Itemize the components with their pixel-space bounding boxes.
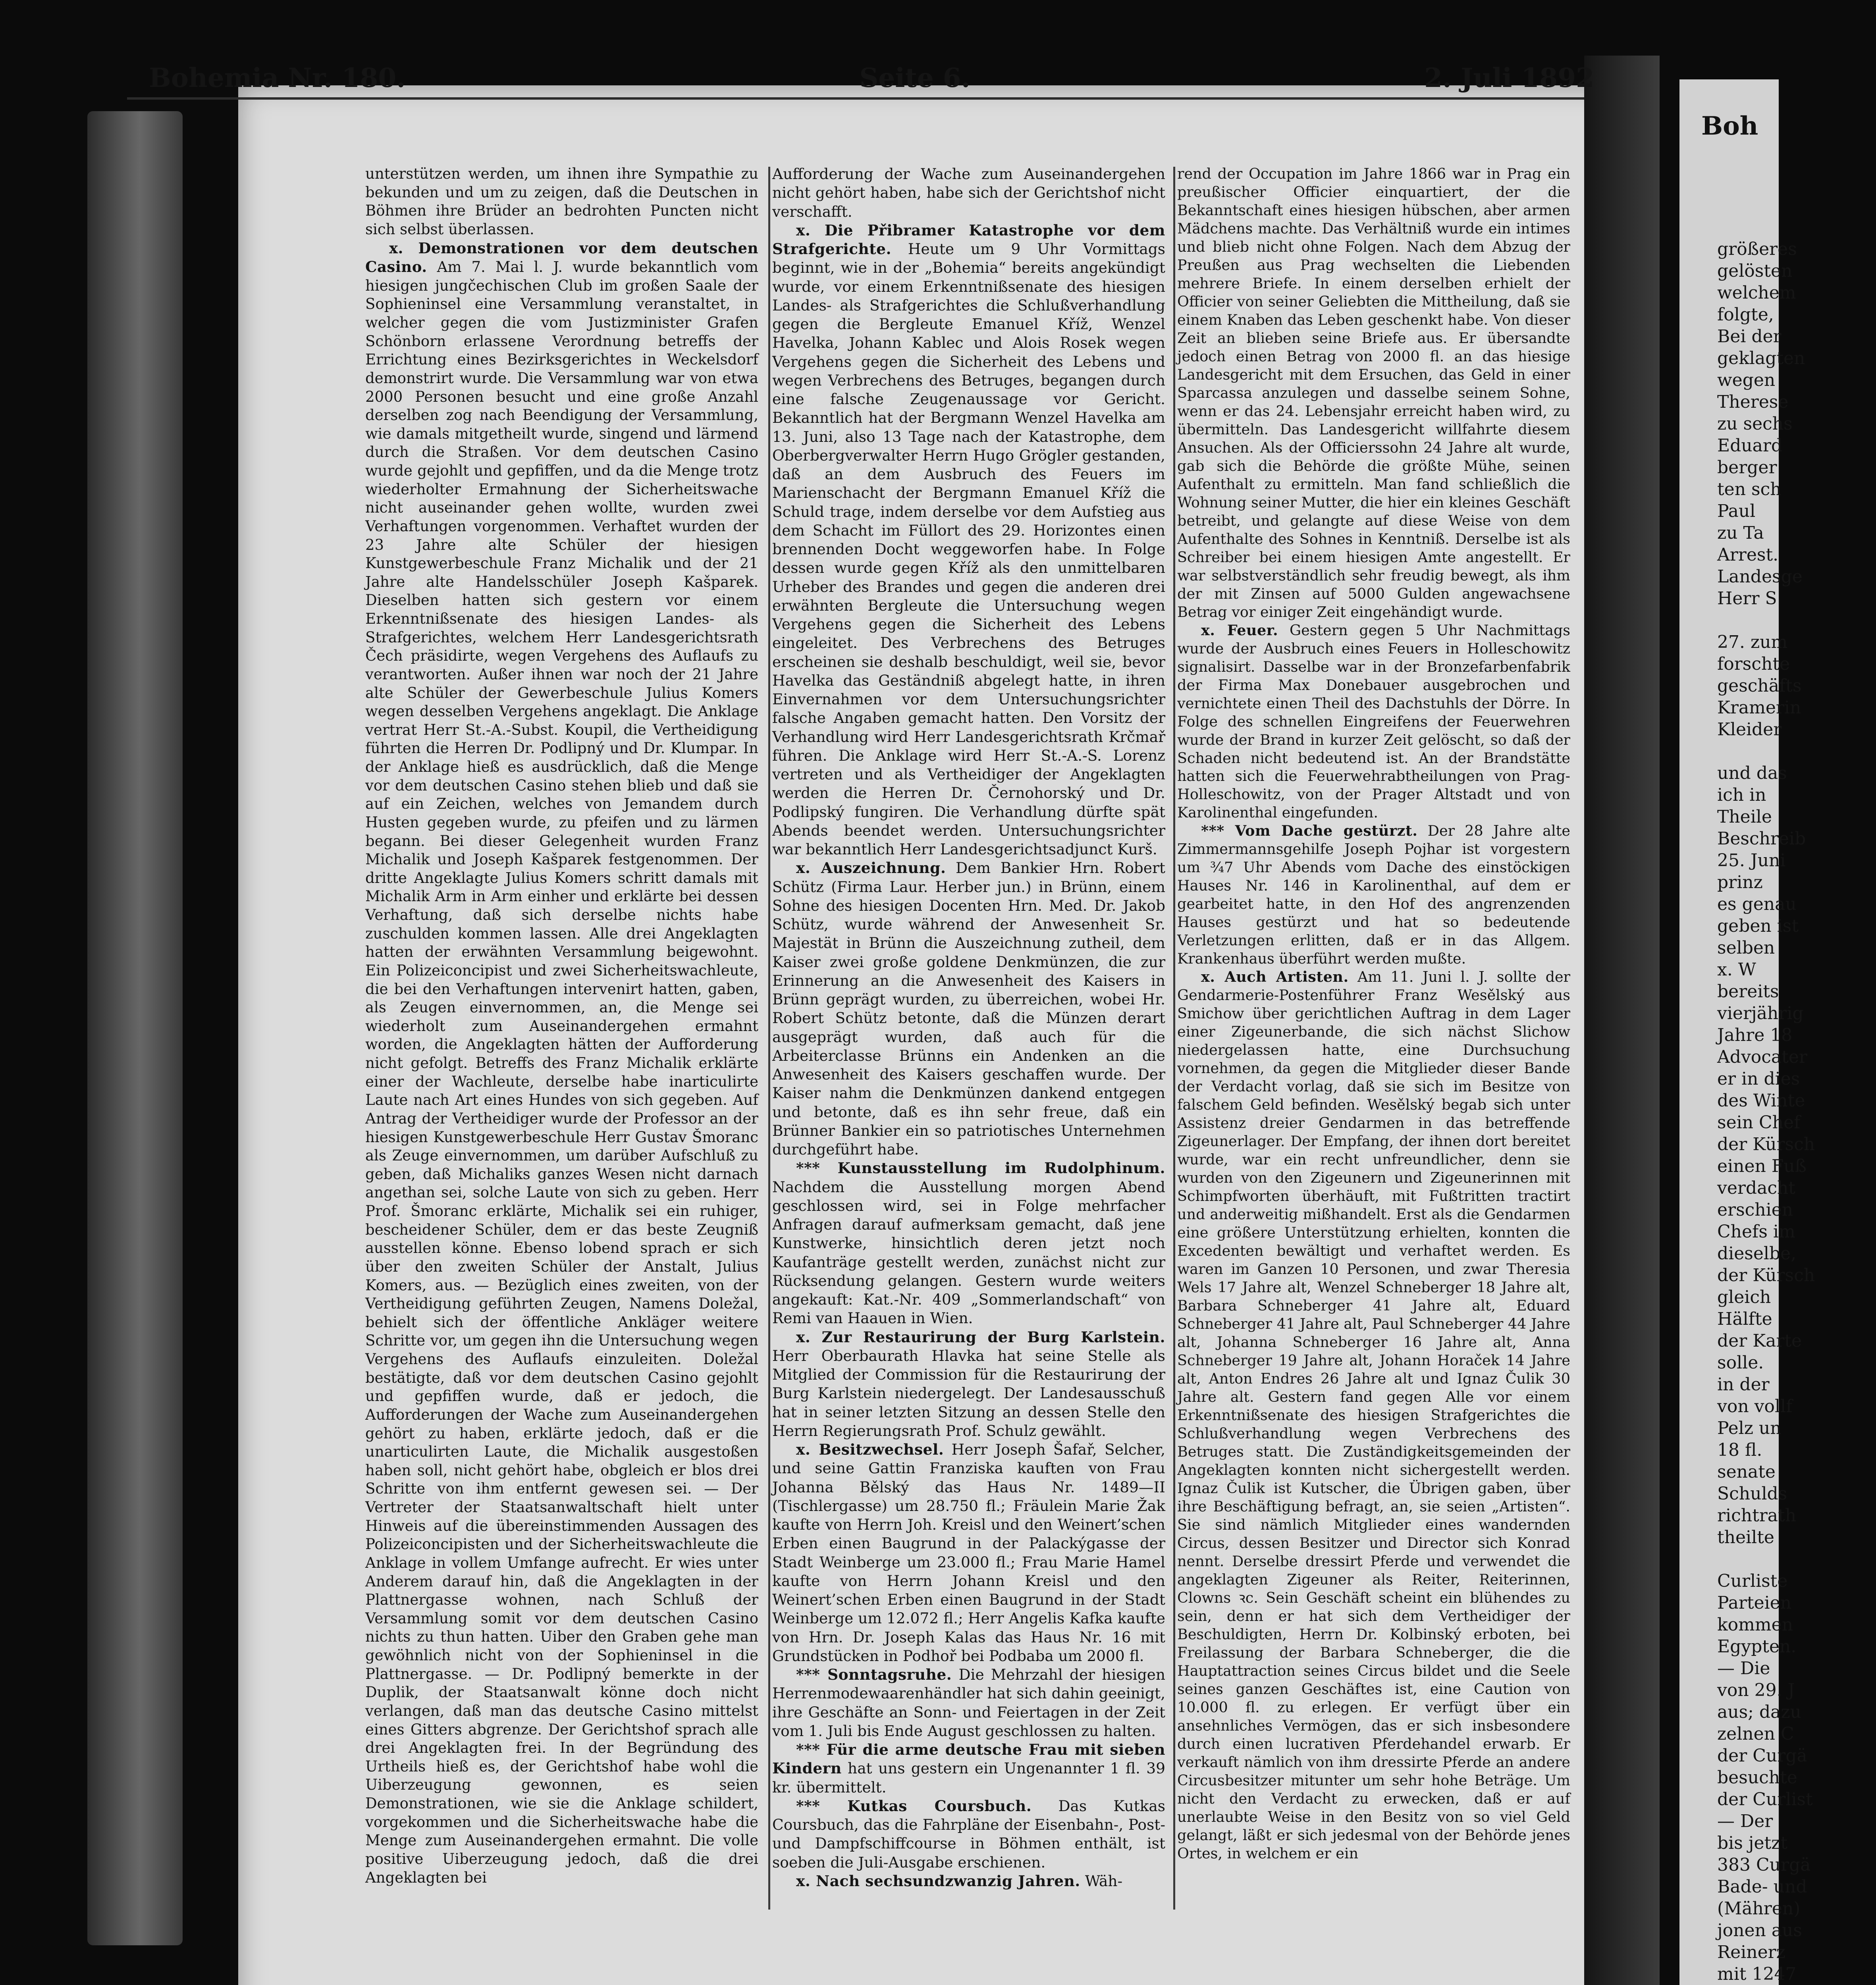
column-rule <box>768 167 770 1910</box>
article-body-text: unterstützen werden, um ihnen ihre Sympathie zu bekunden und um zu zeigen, daß die Deutschen in Böhmen ihre Brüder an bedrohten Puncten nicht sich selbst überlassen. <box>365 165 758 238</box>
header-rule <box>127 97 1584 100</box>
article-paragraph <box>772 221 1165 859</box>
article-heading: *** Kunstausstellung im Rudolphinum. <box>796 1159 1165 1177</box>
article-body-text: hat uns gestern ein Ungenannter 1 fl. 39 kr. übermittelt. <box>772 1760 1165 1796</box>
adjacent-page-header: Boh <box>1701 111 1758 141</box>
article-body-text: Am 7. Mai l. J. wurde bekanntlich vom hiesigen jungčechischen Club im großen Saale der Sophieninsel eine Versammlung veranstaltet, in welcher gegen die vom Justizminister Grafen Schönborn erlassene Verordnung betreffs der Errichtung eines Bezirksgerichtes in Weckelsdorf demonstrirt wurde. Die Versammlung war von etwa 2000 Personen besucht und eine große Anzahl derselben zog nach Beendigung der Versammlung, wie damals mitgetheilt wurde, singend und lärmend durch die Straßen. Vor dem deutschen Casino wurde gejohlt und gepfiffen, und da die Menge trotz wiederholter Ermahnung der Sicherheitswache nicht auseinander gehen wollte, wurden zwei Verhaftungen vorgenommen. Verhaftet wurden der 23 Jahre alte Schüler der hiesigen Kunstgewerbeschule Franz Michalik und der 21 Jahre alte Handelsschüler Joseph Kašparek. Dieselben hatten sich gestern vor einem Erkenntnißsenate des hiesigen Landes- als Strafgerichtes, welchem Herr Landesgerichtsrath Čech präsidirte, wegen Vergehens des Auflaufs zu verantworten. Außer ihnen war noch der 21 Jahre alte Schüler der Gewerbeschule Julius Komers wegen desselben Vergehens angeklagt. Die Anklage vertrat Herr St.-A.-Subst. Koupil, die Vertheidigung führten die Herren Dr. Podlipný und Dr. Klumpar. In der Anklage hieß es ausdrücklich, daß die Menge vor dem deutschen Casino stehen blieb und daß sie auf ein Zeichen, welches von Jemandem durch Husten gegeben wurde, zu pfeifen und zu lärmen begann. Bei dieser Gelegenheit wurden Franz Michalik und Joseph Kašparek festgenommen. Der dritte Angeklagte Julius Komers schritt damals mit Michalik Arm in Arm einher und erklärte bei dessen Verhaftung, daß sich derselbe nichts habe zuschulden kommen lassen. Alle drei Angeklagten hatten der erwähnten Versammlung beigewohnt. Ein Polizeiconcipist und zwei Sicherheitswachleute, die bei den Verhaftungen intervenirt hatten, gaben, als Zeugen einvernommen, an, die Menge sei wiederholt zum Auseinandergehen ermahnt worden, die Angeklagten hätten der Aufforderung nicht gefolgt. Betreffs des Franz Michalik erklärte einer der Wachleute, derselbe habe inarticulirte Laute nach Art eines Hundes von sich gegeben. Auf Antrag der Vertheidiger wurde der Professor an der hiesigen Kunstgewerbeschule Herr Gustav Šmoranc als Zeuge einvernommen, um darüber Aufschluß zu geben, daß Michaliks ganzes Wesen nicht darnach angethan sei, solche Laute von sich zu geben. Herr Prof. Šmoranc erklärte, Michalik sei ein ruhiger, bescheidener Schüler, dem er das beste Zeugniß ausstellen könne. Ebenso lobend sprach er sich über den zweiten Schüler der Anstalt, Julius Komers, aus. — Bezüglich eines zweiten, von der Vertheidigung geführten Zeugen, Namens Doležal, behielt sich der öffentliche Ankläger weitere Schritte vor, um gegen ihn die Untersuchung wegen Vergehens des Auflaufs einzuleiten. Doležal bestätigte, daß vor dem deutschen Casino gejohlt und gepfiffen wurde, daß er jedoch, die Aufforderungen der Wache zum Auseinandergehen gehört zu haben, erklärte jedoch, daß er die unarticulirten Laute, die Michalik ausgestoßen haben soll, nicht gehört habe, obgleich er blos drei Schritte von ihm entfernt gewesen sei. — Der Vertreter der Staatsanwaltschaft hielt unter Hinweis auf die übereinstimmenden Aussagen des Polizeiconcipisten und der Sicherheitswachleute die Anklage in vollem Umfange aufrecht. Er wies unter Anderem darauf hin, daß die Angeklagten in der Plattnergasse wohnen, nach Schluß der Versammlung somit vor dem deutschen Casino nichts zu thun hatten. Uiber den Graben gehe man gewöhnlich nicht von der Sophieninsel in die Plattnergasse. — Dr. Podlipný bemerkte in der Duplik, der Staatsanwalt könne doch nicht verlangen, daß man das deutsche Casino mittelst eines Gitters abgrenze. Der Gerichtshof sprach alle drei Angeklagten frei. In der Begründung des Urtheils hieß es, der Gerichtshof habe wohl die Uiberzeugung gewonnen, es seien Demonstrationen, wie sie die Anklage schildert, vorgekommen und die Sicherheitswache habe die Menge zum Auseinandergehen ermahnt. Die volle positive Uiberzeugung jedoch, daß die drei Angeklagten bei <box>365 258 758 1886</box>
article-paragraph <box>772 1440 1165 1665</box>
column-rule <box>1173 167 1175 1910</box>
adjacent-page-text: größeres gelösten welchem folgte, Bei der geklagten wegen Therese zu sechs Eduard berger ten sch Paul zu Ta Arrest. Landesge Herr S 27. zum forschte geschäfts Kramerin Kleider und das ich in Theile Beschreib 25. Juni prinz es genau geben ist selben x. W bereits vierjährig Jahre 18 Advocater er in dies des Winte sein Chef der Kürsch einen Fuß verdacht erschien Chefs im dieselbe, der Kürsch gleich Hälfte der Karte solle. in der von vollf Pelz un 18 fl. senate Schulds richtrath theilte Curliste Parteien kommen Egypten. — Die von 29. J aus; dazu zelnen C der Curgä besuchte der Curlist — Der bis jetzt 383 Curgä Bade- und (Mähren) jonen aus Reinerz mit 1247 <box>1717 239 1815 1984</box>
scan-background-left <box>87 111 183 1945</box>
text-column-1 <box>365 165 758 1908</box>
article-paragraph <box>772 859 1165 1159</box>
article-heading: x. Die Přibramer Katastrophe vor dem Strafgerichte. <box>772 221 1165 258</box>
article-body-text: Am 11. Juni l. J. sollte der Gendarmerie-Postenführer Franz Wesělský aus Smichow über gerichtlichen Auftrag in dem Lager einer Zigeunerbande, die sich nächst Slichow niedergelassen hatte, eine Durchsuchung vornehmen, da gegen die Mitglieder dieser Bande der Verdacht vorlag, daß sie sich im Besitze von falschem Geld befinden. Wesělský begab sich unter Assistenz dreier Gendarmen in das betreffende Zigeunerlager. Der Empfang, der ihnen dort bereitet wurde, war ein recht unfreundlicher, denn sie wurden von den Zigeunern und Zigeunerinnen mit Schimpfworten überhäuft, mit Fußtritten tractirt und anderweitig mißhandelt. Erst als die Gendarmen eine größere Unterstützung erhielten, konnten die Excedenten bewältigt und verhaftet werden. Es waren im Ganzen 10 Personen, und zwar Theresia Wels 17 Jahre alt, Wenzel Schneberger 18 Jahre alt, Barbara Schneberger 41 Jahre alt, Eduard Schneberger 41 Jahre alt, Paul Schneberger 44 Jahre alt, Johanna Schneberger 16 Jahre alt, Anna Schneberger 19 Jahre alt, Johann Horaček 14 Jahre alt, Anton Endres 26 Jahre alt und Ignaz Čulik 30 Jahre alt. Gestern fand gegen Alle vor einem Erkenntnißsenate des hiesigen Strafgerichtes die Schlußverhandlung wegen Verbrechens des Betruges statt. Die Zuständigkeitsgemeinden der Angeklagten konnten nicht sichergestellt werden. Ignaz Čulik ist Kutscher, die Übrigen gaben, über ihre Beschäftigung befragt, an, sie seien „Artisten“. Sie sind nämlich Mitglieder eines wandernden Circus, dessen Besitzer und Director sich Konrad nennt. Derselbe dressirt Pferde und verwendet die angeklagten Zigeuner als Reiter, Reiterinnen, Clowns ꝛc. Sein Geschäft scheint ein blühendes zu sein, denn er hat sich dem Vertheidiger der Beschuldigten, Herrn Dr. Kolbinský erboten, bei Freilassung der Barbara Schneberger, die die Hauptattraction seines Circus bildet und die Seele seines ganzen Geschäftes ist, eine Caution von 10.000 fl. zu erlegen. Er verfügt über ein ansehnliches Vermögen, das er sich insbesondere durch einen lucrativen Pferdehandel erwarb. Er verkauft nämlich von ihm dressirte Pferde an andere Circusbesitzer mitunter um sehr hohe Beträge. Um nicht den Verdacht zu erwecken, daß er auf unerlaubte Weise in den Besitz von so viel Geld gelangt, läßt er sich jedesmal von der Behörde jenes Ortes, in welchem er ein <box>1177 968 1571 1862</box>
article-body-text: Das Kutkas Coursbuch, das die Fahrpläne der Eisenbahn-, Post- und Dampfschiffcourse in Böhmen enthält, ist soeben die Juli-Ausgabe erschienen. <box>772 1797 1166 1871</box>
article-paragraph <box>772 1872 1165 1891</box>
header-date: 2. Juli 1892 <box>1424 62 1594 93</box>
article-heading: x. Besitzwechsel. <box>796 1441 944 1458</box>
article-paragraph <box>772 165 1165 221</box>
article-heading: x. Zur Restaurirung der Burg Karlstein. <box>796 1328 1165 1346</box>
article-heading: *** Vom Dache gestürzt. <box>1201 822 1418 840</box>
article-body-text: Dem Bankier Hrn. Robert Schütz (Firma Laur. Herber jun.) in Brünn, einem Sohne des hiesigen Docenten Hrn. Med. Dr. Jakob Schütz, wurde während der Anwesenheit Sr. Majestät in Brünn die Auszeichnung zutheil, dem Kaiser zwei große goldene Denkmünzen, die zur Erinnerung an die Anwesenheit des Kaisers in Brünn geprägt wurden, zu überreichen, wobei Hr. Robert Schütz betonte, daß die Münzen derart ausgeprägt wurden, daß auch für die Arbeiterclasse Brünns ein Andenken an die Anwesenheit des Kaisers geschaffen wurde. Der Kaiser nahm die Denkmünzen dankend entgegen und betonte, daß es ihn sehr freue, daß ein Brünner Bankier ein so patriotisches Unternehmen durchgeführt habe. <box>772 859 1165 1158</box>
article-paragraph <box>772 1740 1165 1797</box>
article-body-text: Der 28 Jahre alte Zimmermannsgehilfe Joseph Pojhar ist vorgestern um ¾7 Uhr Abends vom Dache des einstöckigen Hauses Nr. 146 in Karolinenthal, auf dem er gearbeitet hatte, in den Hof des angrenzenden Hauses gestürzt und hat so bedeutende Verletzungen erlitten, daß er in das Allgem. Krankenhaus überführt werden mußte. <box>1177 822 1570 967</box>
text-column-3 <box>1177 165 1570 1908</box>
article-heading: *** Kutkas Coursbuch. <box>796 1797 1032 1815</box>
article-paragraph <box>772 1797 1165 1872</box>
article-body-text: Wäh- <box>1080 1872 1123 1890</box>
article-paragraph <box>1177 968 1570 1862</box>
article-heading: *** Für die arme deutsche Frau mit sieben Kindern <box>772 1741 1165 1777</box>
article-paragraph <box>772 1665 1165 1740</box>
article-heading: *** Sonntagsruhe. <box>796 1666 952 1683</box>
header-page-number: Seite 6. <box>859 62 970 93</box>
article-heading: x. Nach sechsundzwanzig Jahren. <box>796 1872 1080 1890</box>
page-gutter <box>1584 56 1660 1985</box>
text-column-2 <box>772 165 1165 1908</box>
article-heading: x. Auszeichnung. <box>796 859 946 877</box>
article-paragraph <box>1177 621 1570 822</box>
article-paragraph <box>772 1159 1165 1328</box>
article-body-text: rend der Occupation im Jahre 1866 war in Prag ein preußischer Officier einquartiert, der die Bekanntschaft eines hiesigen hübschen, aber armen Mädchens machte. Das Verhältniß wurde ein intimes und blieb nicht ohne Folgen. Nach dem Abzug der Preußen aus Prag wechselten die Liebenden mehrere Briefe. In einem derselben erhielt der Officier von seiner Geliebten die Mittheilung, daß sie einem Knaben das Leben geschenkt habe. Von dieser Zeit an blieben seine Briefe aus. Er übersandte jedoch einen Betrag von 2000 fl. an das hiesige Landesgericht mit dem Ersuchen, das Geld in einer Sparcassa anzulegen und dasselbe seinem Sohne, wenn er das 24. Lebensjahr erreicht haben wird, zu übermitteln. Das Landesgericht willfahrte diesem Ansuchen. Als der Officierssohn 24 Jahre alt wurde, gab sich die Behörde die größte Mühe, seinen Aufenthalt zu ermitteln. Man fand schließlich die Wohnung seiner Mutter, die hier ein kleines Geschäft betreibt, und gelangte auf diese Weise von dem Aufenthalte des Sohnes in Kenntniß. Derselbe ist als Schreiber bei einem hiesigen Amte angestellt. Er war selbstverständlich sehr freudig bewegt, als ihm der mit Zinsen auf 5000 Gulden angewachsene Betrag vor einiger Zeit eingehändigt wurde. <box>1177 165 1570 621</box>
adjacent-page-fragment <box>1679 79 1815 1985</box>
header-publication: Bohemia Nr. 180. <box>149 62 406 93</box>
article-body-text: Herr Joseph Šafař, Selcher, und seine Gattin Franziska kauften von Frau Johanna Bělský das Haus Nr. 1489—II (Tischlergasse) um 28.750 fl.; Fräulein Marie Žak kaufte von Herrn Joh. Kreisl und den Weinert’schen Erben einen Baugrund in der Palackýgasse der Stadt Weinberge um 23.000 fl.; Frau Marie Hamel kaufte von Herrn Johann Kreisl und den Weinert’schen Erben einen Baugrund in der Stadt Weinberge um 12.072 fl.; Herr Angelis Kafka kaufte von Hrn. Dr. Joseph Kalas das Haus Nr. 16 mit Grundstücken in Podhoř bei Podbaba um 2000 fl. <box>772 1441 1165 1665</box>
article-body-text: Die Mehrzahl der hiesigen Herrenmodewaarenhändler hat sich dahin geeinigt, ihre Geschäfte an Sonn- und Feiertagen in der Zeit vom 1. Juli bis Ende August geschlossen zu halten. <box>772 1666 1165 1740</box>
article-body-text: Gestern gegen 5 Uhr Nachmittags wurde der Ausbruch eines Feuers in Holleschowitz signalisirt. Dasselbe war in der Bronzefarbenfabrik der Firma Max Donebauer ausgebrochen und vernichtete einen Theil des Dachstuhls der Dörre. In Folge des schnellen Eingreifens der Feuerwehren wurde der Brand in kurzer Zeit gelöscht, so daß der Schaden nicht bedeutend ist. An der Brandstätte hatten sich die Feuerwehrabtheilungen von Prag-Holleschowitz, von der Prager Altstadt und von Karolinenthal eingefunden. <box>1177 621 1570 821</box>
article-body-text: Herr Oberbaurath Hlavka hat seine Stelle als Mitglied der Commission für die Restaurirung der Burg Karlstein niedergelegt. Der Landesausschuß hat in seiner letzten Sitzung an dessen Stelle den Herrn Regierungsrath Prof. Schulz gewählt. <box>772 1347 1165 1440</box>
article-paragraph <box>1177 165 1570 621</box>
article-paragraph <box>1177 822 1570 968</box>
page-header <box>149 42 1594 93</box>
article-heading: x. Feuer. <box>1201 621 1278 639</box>
article-body-text: Nachdem die Ausstellung morgen Abend geschlossen wird, sei in Folge mehrfacher Anfragen darauf aufmerksam gemacht, daß jene Kunstwerke, hinsichtlich deren jetzt noch Kaufanträge gestellt werden, zunächst nicht zur Rücksendung gelangen. Gestern wurde weiters angekauft: Kat.-Nr. 409 „Sommerlandschaft“ von Remi van Haauen in Wien. <box>772 1178 1165 1327</box>
article-body-text: Heute um 9 Uhr Vormittags beginnt, wie in der „Bohemia“ bereits angekündigt wurde, vor einem Erkenntnißsenate des hiesigen Landes- als Strafgerichtes die Schlußverhandlung gegen die Bergleute Emanuel Kříž, Wenzel Havelka, Johann Kablec und Alois Rosek wegen Vergehens gegen die Sicherheit des Lebens und wegen Verbrechens des Betruges, begangen durch eine falsche Zeugenaussage vor Gericht. Bekanntlich hat der Bergmann Wenzel Havelka am 13. Juni, also 13 Tage nach der Katastrophe, dem Oberbergverwalter Herrn Hugo Grögler gestanden, daß an dem Ausbruch des Feuers im Marienschacht der Bergmann Emanuel Kříž die Schuld trage, indem derselbe vor dem Aufstieg aus dem Schacht im Füllort des 29. Horizontes einen brennenden Docht weggeworfen habe. In Folge dessen wurde gegen Kříž als den unmittelbaren Urheber des Brandes und gegen die anderen drei erwähnten Bergleute die Untersuchung wegen Vergehens gegen die Sicherheit des Lebens eingeleitet. Des Verbrechens des Betruges erscheinen sie deshalb beschuldigt, weil sie, bevor Havelka das Geständniß abgelegt hatte, in ihren Einvernahmen vor dem Untersuchungsrichter falsche Angaben gemacht hatten. Den Vorsitz der Verhandlung wird Herr Landesgerichtsrath Krčmař führen. Die Anklage wird Herr St.-A.-S. Lorenz vertreten und als Vertheidiger der Angeklagten werden die Herren Dr. Černohorský und Dr. Podlipský fungiren. Die Verhandlung dürfte spät Abends beendet werden. Untersuchungsrichter war bekanntlich Herr Landesgerichtsadjunct Kurš. <box>772 240 1165 858</box>
article-heading: x. Auch Artisten. <box>1201 968 1349 986</box>
article-paragraph <box>365 239 758 1887</box>
article-paragraph <box>365 165 758 239</box>
article-paragraph <box>772 1328 1165 1441</box>
article-heading: x. Demonstrationen vor dem deutschen Casino. <box>365 239 758 276</box>
article-body-text: Aufforderung der Wache zum Auseinandergehen nicht gehört haben, habe sich der Gerichtshof nicht verschafft. <box>772 165 1165 220</box>
